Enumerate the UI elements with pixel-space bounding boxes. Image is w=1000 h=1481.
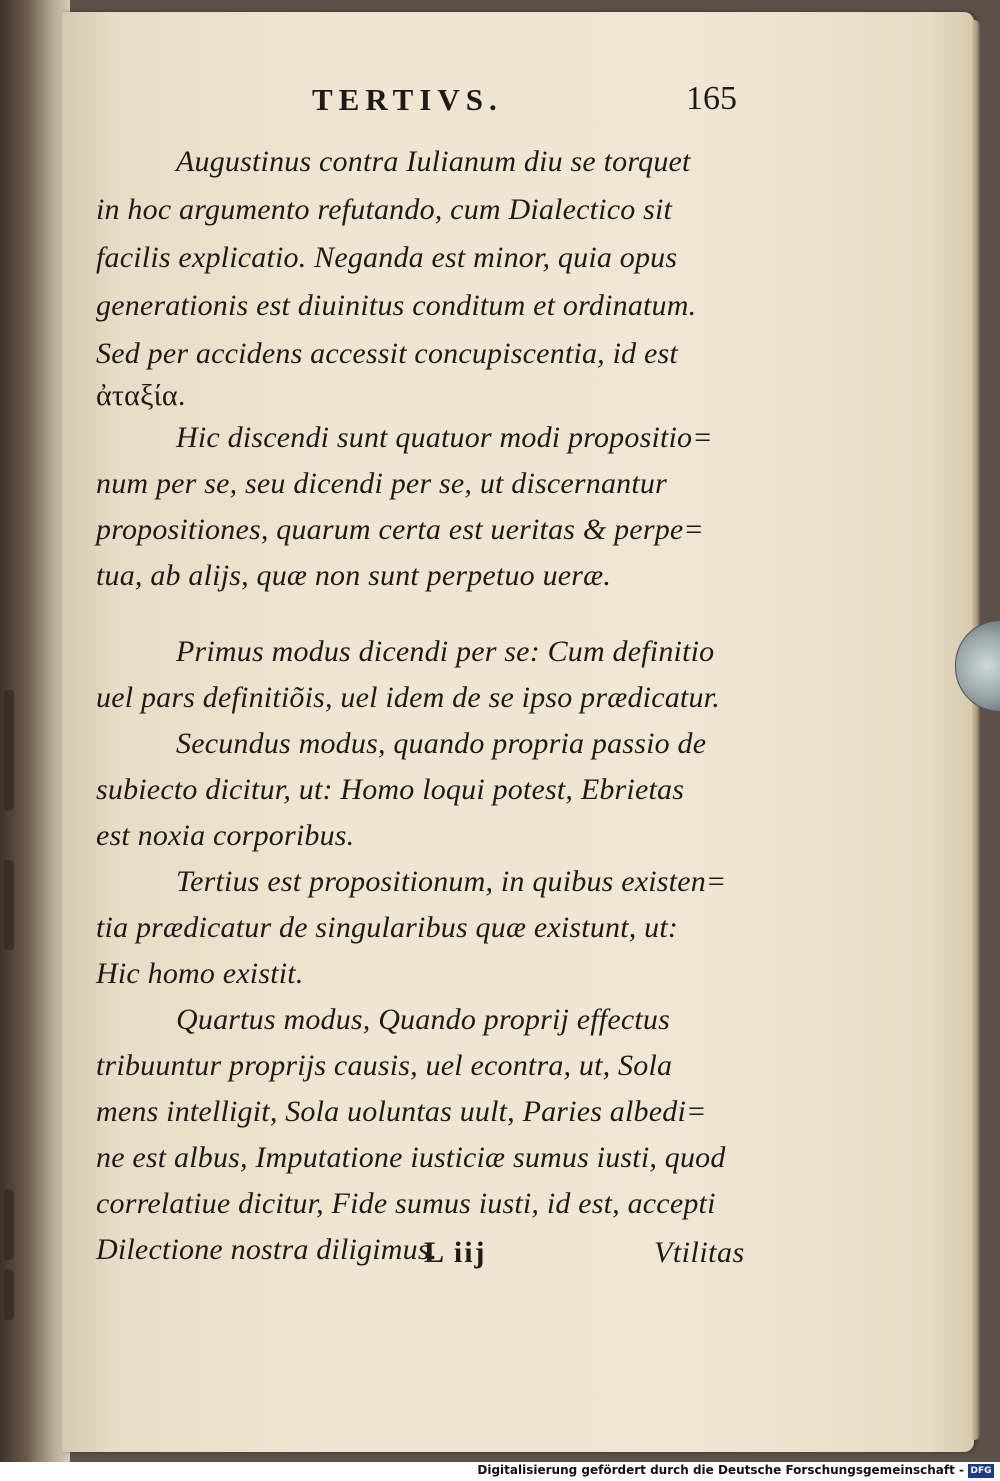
text-line: Hic homo existit. [96,957,304,990]
catchword: Vtilitas [654,1236,745,1269]
text-line: Primus modus dicendi per se: Cum definitio [176,635,715,668]
text-line: Sed per accidens accessit concupiscentia, id est [96,337,678,370]
text-line: tua, ab alijs, quæ non sunt perpetuo ueræ. [96,559,612,592]
page-header [0,82,1000,122]
dfg-logo-icon: DFG [968,1464,994,1478]
text-line: ἀταξία. [96,379,186,412]
page-number: 165 [686,80,737,117]
page-footer [0,1236,1000,1276]
text-line: Tertius est propositionum, in quibus existen= [176,865,727,898]
credit-bar [0,1462,1000,1481]
text-line: ne est albus, Imputatione iusticiæ sumus iusti, quod [96,1141,726,1174]
text-line: tia prædicatur de singularibus quæ existunt, ut: [96,911,679,944]
text-line: subiecto dicitur, ut: Homo loqui potest, Ebrietas [96,773,685,806]
page-stack-edge [972,20,980,1440]
text-line: Dilectione nostra diligimus. [96,1233,438,1266]
text-line: propositiones, quarum certa est ueritas & perpe= [96,513,704,546]
text-line: facilis explicatio. Neganda est minor, quia opus [96,241,678,274]
text-line: mens intelligit, Sola uoluntas uult, Paries albedi= [96,1095,707,1128]
text-line: uel pars definitiõis, uel idem de se ipso prædicatur. [96,681,720,714]
funding-credit: Digitalisierung gefördert durch die Deutsche Forschungsgemeinschaft - [477,1463,964,1477]
text-line: est noxia corporibus. [96,819,355,852]
text-line: correlatiue dicitur, Fide sumus iusti, id est, accepti [96,1187,716,1220]
text-line: in hoc argumento refutando, cum Dialectico sit [96,193,673,226]
text-line: generationis est diuinitus conditum et ordinatum. [96,289,697,322]
signature-mark: L iij [424,1236,487,1269]
text-line: Hic discendi sunt quatuor modi propositio= [176,421,713,454]
text-line: tribuuntur proprijs causis, uel econtra, ut, Sola [96,1049,673,1082]
text-line: Augustinus contra Iulianum diu se torquet [176,145,691,178]
text-line: Secundus modus, quando propria passio de [176,727,707,760]
text-line: num per se, seu dicendi per se, ut discernantur [96,467,667,500]
running-head: TERTIVS. [312,82,503,117]
text-line: Quartus modus, Quando proprij effectus [176,1003,670,1036]
